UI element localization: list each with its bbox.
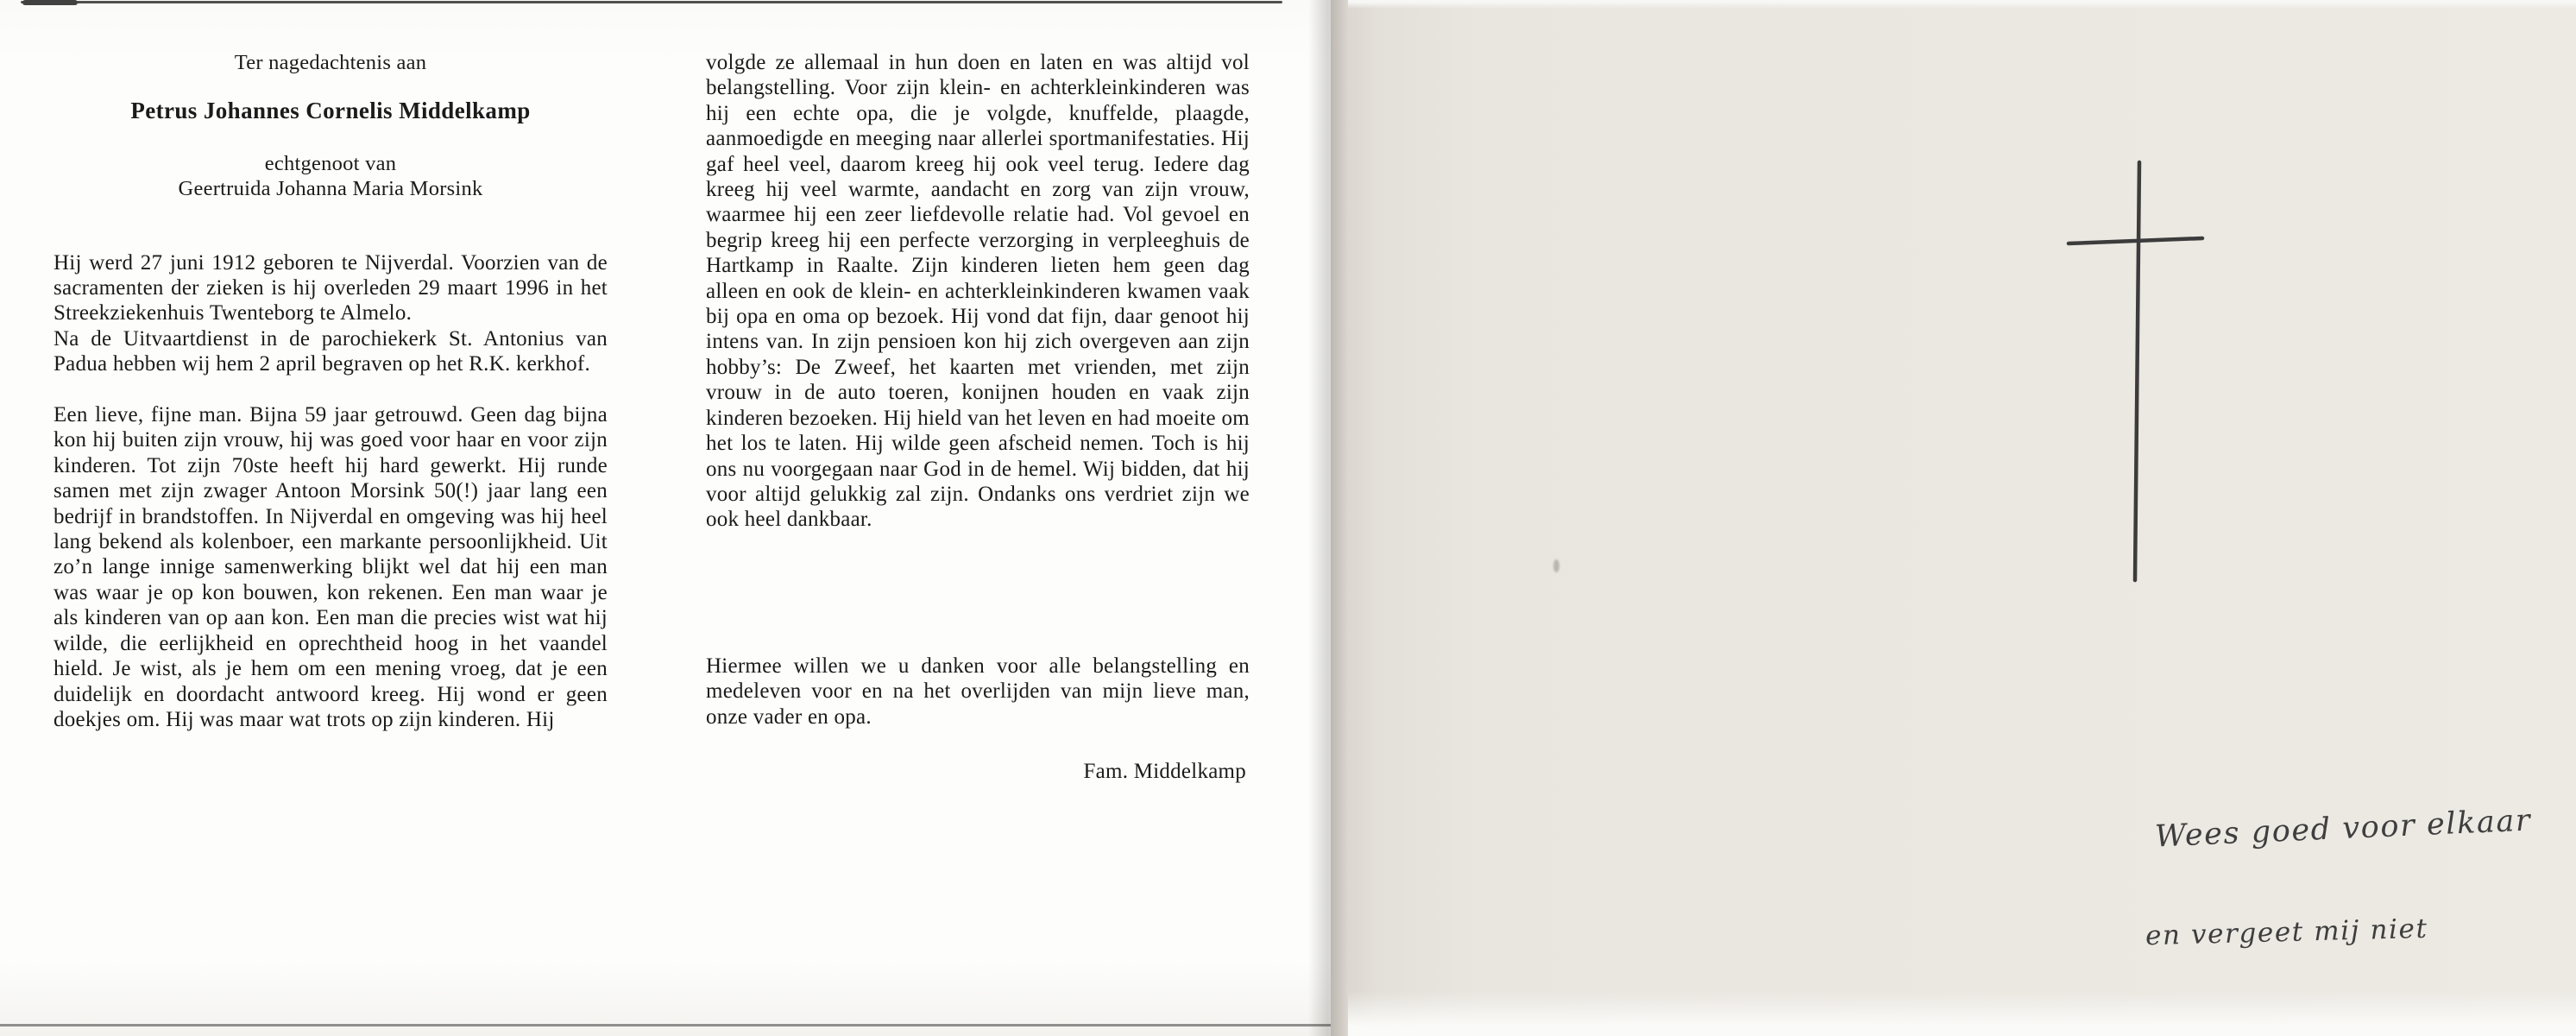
scan-edge-right-top [1348,0,2576,9]
signature-family: Fam. Middelkamp [1083,759,1246,783]
scan-artifact [1553,559,1559,572]
paragraph-birth-death: Hij werd 27 juni 1912 geboren te Nijverdal. Voorzien van de sacramenten der zieken is hij overleden 29 maart 1996 in het Streekziekenhuis Twenteborg te Almelo. [54,250,608,325]
paragraph-funeral: Na de Uitvaartdienst in de parochiekerk St. Antonius van Padua hebben wij hem 2 april begraven op het R.K. kerkhof. [54,326,608,376]
paragraph-thanks: Hiermee willen we u danken voor alle belangstelling en medeleven voor en na het overlijden van mijn lieve man, onze vader en opa. [706,654,1250,729]
scan-edge-top [21,1,1282,3]
scan-edge-right-bottom [1348,991,2576,1036]
dedication-line: Ter nagedachtenis aan [234,51,427,74]
paragraph-life-part2: volgde ze allemaal in hun doen en laten en was altijd vol belangstelling. Voor zijn klein- en achterkleinkinderen was hij een echte opa, die je volgde, knuffelde, plaagde, aanmoedigde en meeging naar allerlei sportmanifestaties. Hij gaf heel veel, daarom kreeg hij ook veel terug. Iedere dag kreeg hij veel warmte, aandacht en zorg van zijn vrouw, waarmee hij een zeer liefdevolle relatie had. Vol gevoel en begrip kreeg hij een perfecte verzorging in verpleeghuis de Hartkamp in Raalte. Zijn kinderen lieten hem geen dag alleen en ook de klein- en achterkleinkinderen kwamen vaak bij opa en oma op bezoek. Hij vond dat fijn, daar genoot hij intens van. In zijn pensioen kon hij zich overgeven aan zijn hobby’s: De Zweef, het kaarten met vrienden, met zijn vrouw in de auto toeren, konijnen houden en vaak zijn kinderen bezoeken. Hij hield van het leven en had moeite om het los te laten. Hij wilde geen afscheid nemen. Toch is hij ons nu voorgegaan naar God in de hemel. Wij bidden, dat hij voor altijd gelukkig zal zijn. Ondanks ons verdriet zijn we ook heel dankbaar. [706,51,1250,532]
spouse-name: Geertruida Johanna Maria Morsink [178,177,483,201]
relation-line: echtgenoot van [264,151,397,175]
cross-icon [2032,138,2291,604]
deceased-name: Petrus Johannes Cornelis Middelkamp [130,98,531,124]
paragraph-life-part1: Een lieve, fijne man. Bijna 59 jaar getrouwd. Geen dag bijna kon hij buiten zijn vrouw, hij was goed voor haar en voor zijn kinderen. Tot zijn 70ste heeft hij hard gewerkt. Hij runde samen met zijn zwager Antoon Morsink 50(!) jaar lang een bedrijf in brandstoffen. In Nijverdal en omgeving was hij heel lang bekend als kolenboer, een markante persoonlijkheid. Uit zo’n lange innige samenwerking blijkt wel dat hij een man was waar je op kon bouwen, kon rekenen. Een man waar je als kinderen van op aan kon. Een man die precies wist wat hij wilde, die eerlijkheid en oprechtheid hoog in het vaandel hield. Je wist, als je hem om een mening vroeg, dat je een duidelijk en doordacht antwoord kreeg. Hij wond er geen doekjes om. Hij was maar wat trots op zijn kinderen. Hij [54,403,608,731]
card-back-page [1331,0,2576,1036]
text-column-left [54,50,608,732]
handwritten-line-1: Wees goed voor elkaar [2154,803,2532,855]
fold-shadow [1308,0,1348,1036]
scan-edge-bottom [0,1024,1331,1027]
text-column-right [706,50,1250,784]
handwritten-line-2: en vergeet mij niet [2145,913,2428,952]
